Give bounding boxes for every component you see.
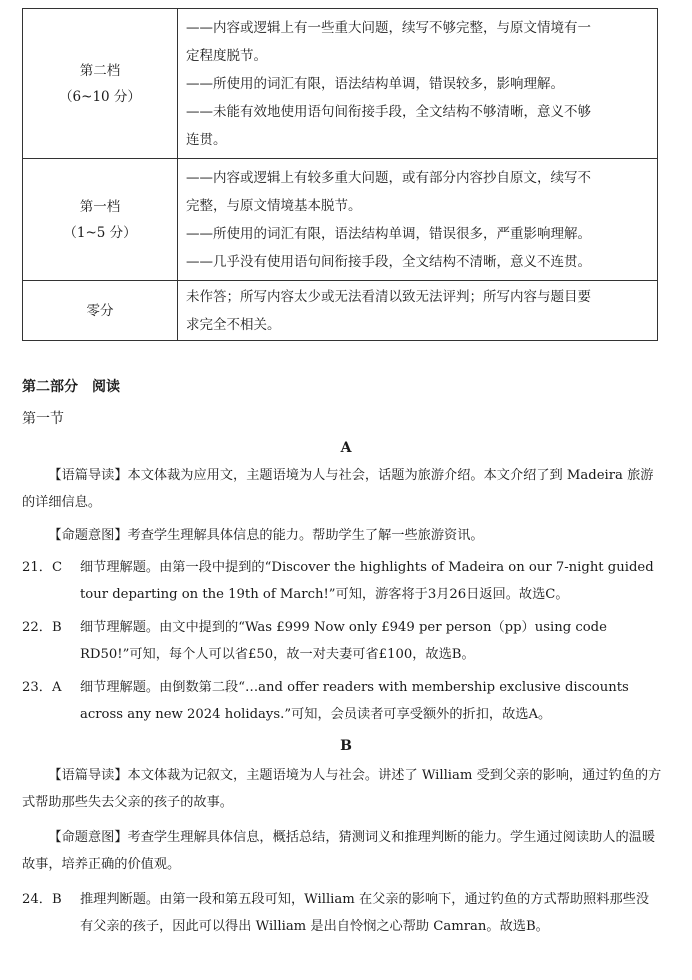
rubric-description-cell <box>178 159 658 281</box>
passage-b-guide: 【语篇导读】本文体裁为记叙文，主题语境为人与社会。讲述了 William 受到父亲的影响，通过钓鱼的方式帮助那些失去父亲的孩子的故事。 <box>22 768 662 810</box>
rubric-line: ——内容或逻辑上有较多重大问题，或有部分内容抄自原文，续写不 <box>186 169 591 186</box>
rubric-level-name: 第一档 <box>79 198 121 215</box>
passage-a-intent: 【命题意图】考查学生理解具体信息的能力。帮助学生了解一些旅游资讯。 <box>48 528 484 543</box>
answer-item <box>22 554 662 608</box>
answer-explanation: 细节理解题。由文中提到的“Was £999 Now only £949 per person（pp）using code RD50!”可知，每个人可以省£50，故一对夫妻可省£100，故选B。 <box>80 620 607 662</box>
rubric-line: ——所使用的词汇有限，语法结构单调，错误很多，严重影响理解。 <box>186 225 591 242</box>
answer-item <box>22 886 662 940</box>
rubric-line: ——所使用的词汇有限，语法结构单调，错误较多，影响理解。 <box>186 75 564 92</box>
scoring-rubric-table <box>22 8 658 341</box>
answer-number: 21．C <box>22 560 63 575</box>
passage-b-intent: 【命题意图】考查学生理解具体信息，概括总结，猜测词义和推理判断的能力。学生通过阅读助人的温暖故事，培养正确的价值观。 <box>22 830 656 872</box>
passage-a-guide: 【语篇导读】本文体裁为应用文，主题语境为人与社会，话题为旅游介绍。本文介绍了到 Madeira 旅游的详细信息。 <box>22 468 654 510</box>
rubric-line: 未作答；所写内容太少或无法看清以致无法评判；所写内容与题目要 <box>186 288 591 305</box>
answer-number: 24．B <box>22 892 62 907</box>
rubric-level-cell <box>23 9 178 159</box>
rubric-line: ——内容或逻辑上有一些重大问题，续写不够完整，与原文情境有一 <box>186 19 591 36</box>
rubric-description-cell <box>178 9 658 159</box>
rubric-line: 连贯。 <box>186 131 227 148</box>
rubric-level-score: （1~5 分） <box>63 224 137 241</box>
rubric-level-cell <box>23 281 178 341</box>
answer-item <box>22 614 662 668</box>
rubric-row-zero <box>23 281 658 341</box>
passage-b-label: B <box>340 738 352 754</box>
answer-item <box>22 674 662 728</box>
answer-number: 23．A <box>22 680 62 695</box>
section-title: 第一节 <box>22 411 64 427</box>
rubric-row-level-2 <box>23 9 658 159</box>
answer-explanation: 推理判断题。由第一段和第五段可知，William 在父亲的影响下，通过钓鱼的方式帮助照料那些没有父亲的孩子，因此可以得出 William 是出自怜悯之心帮助 Camran。故选B。 <box>80 892 650 934</box>
rubric-level-name: 零分 <box>86 302 114 319</box>
answer-explanation: 细节理解题。由第一段中提到的“Discover the highlights of Madeira on our 7-night guided tour departing on the 19th of March!”可知，游客将于3月26日返回。故选C。 <box>80 560 654 602</box>
rubric-level-cell <box>23 159 178 281</box>
rubric-description-cell <box>178 281 658 341</box>
rubric-line: 求完全不相关。 <box>186 316 281 333</box>
rubric-level-score: （6~10 分） <box>59 88 141 105</box>
rubric-line: ——几乎没有使用语句间衔接手段，全文结构不清晰，意义不连贯。 <box>186 253 591 270</box>
answer-explanation: 细节理解题。由倒数第二段“…and offer readers with membership exclusive discounts across any new 2024 holidays.”可知，会员读者可享受额外的折扣，故选A。 <box>80 680 629 722</box>
rubric-row-level-1 <box>23 159 658 281</box>
rubric-line: 完整，与原文情境基本脱节。 <box>186 197 362 214</box>
rubric-line: ——未能有效地使用语句间衔接手段，全文结构不够清晰，意义不够 <box>186 103 591 120</box>
answer-number: 22．B <box>22 620 62 635</box>
passage-a-label: A <box>340 440 352 456</box>
part-title: 第二部分 阅读 <box>22 379 120 395</box>
rubric-level-name: 第二档 <box>79 62 121 79</box>
rubric-line: 定程度脱节。 <box>186 47 267 64</box>
